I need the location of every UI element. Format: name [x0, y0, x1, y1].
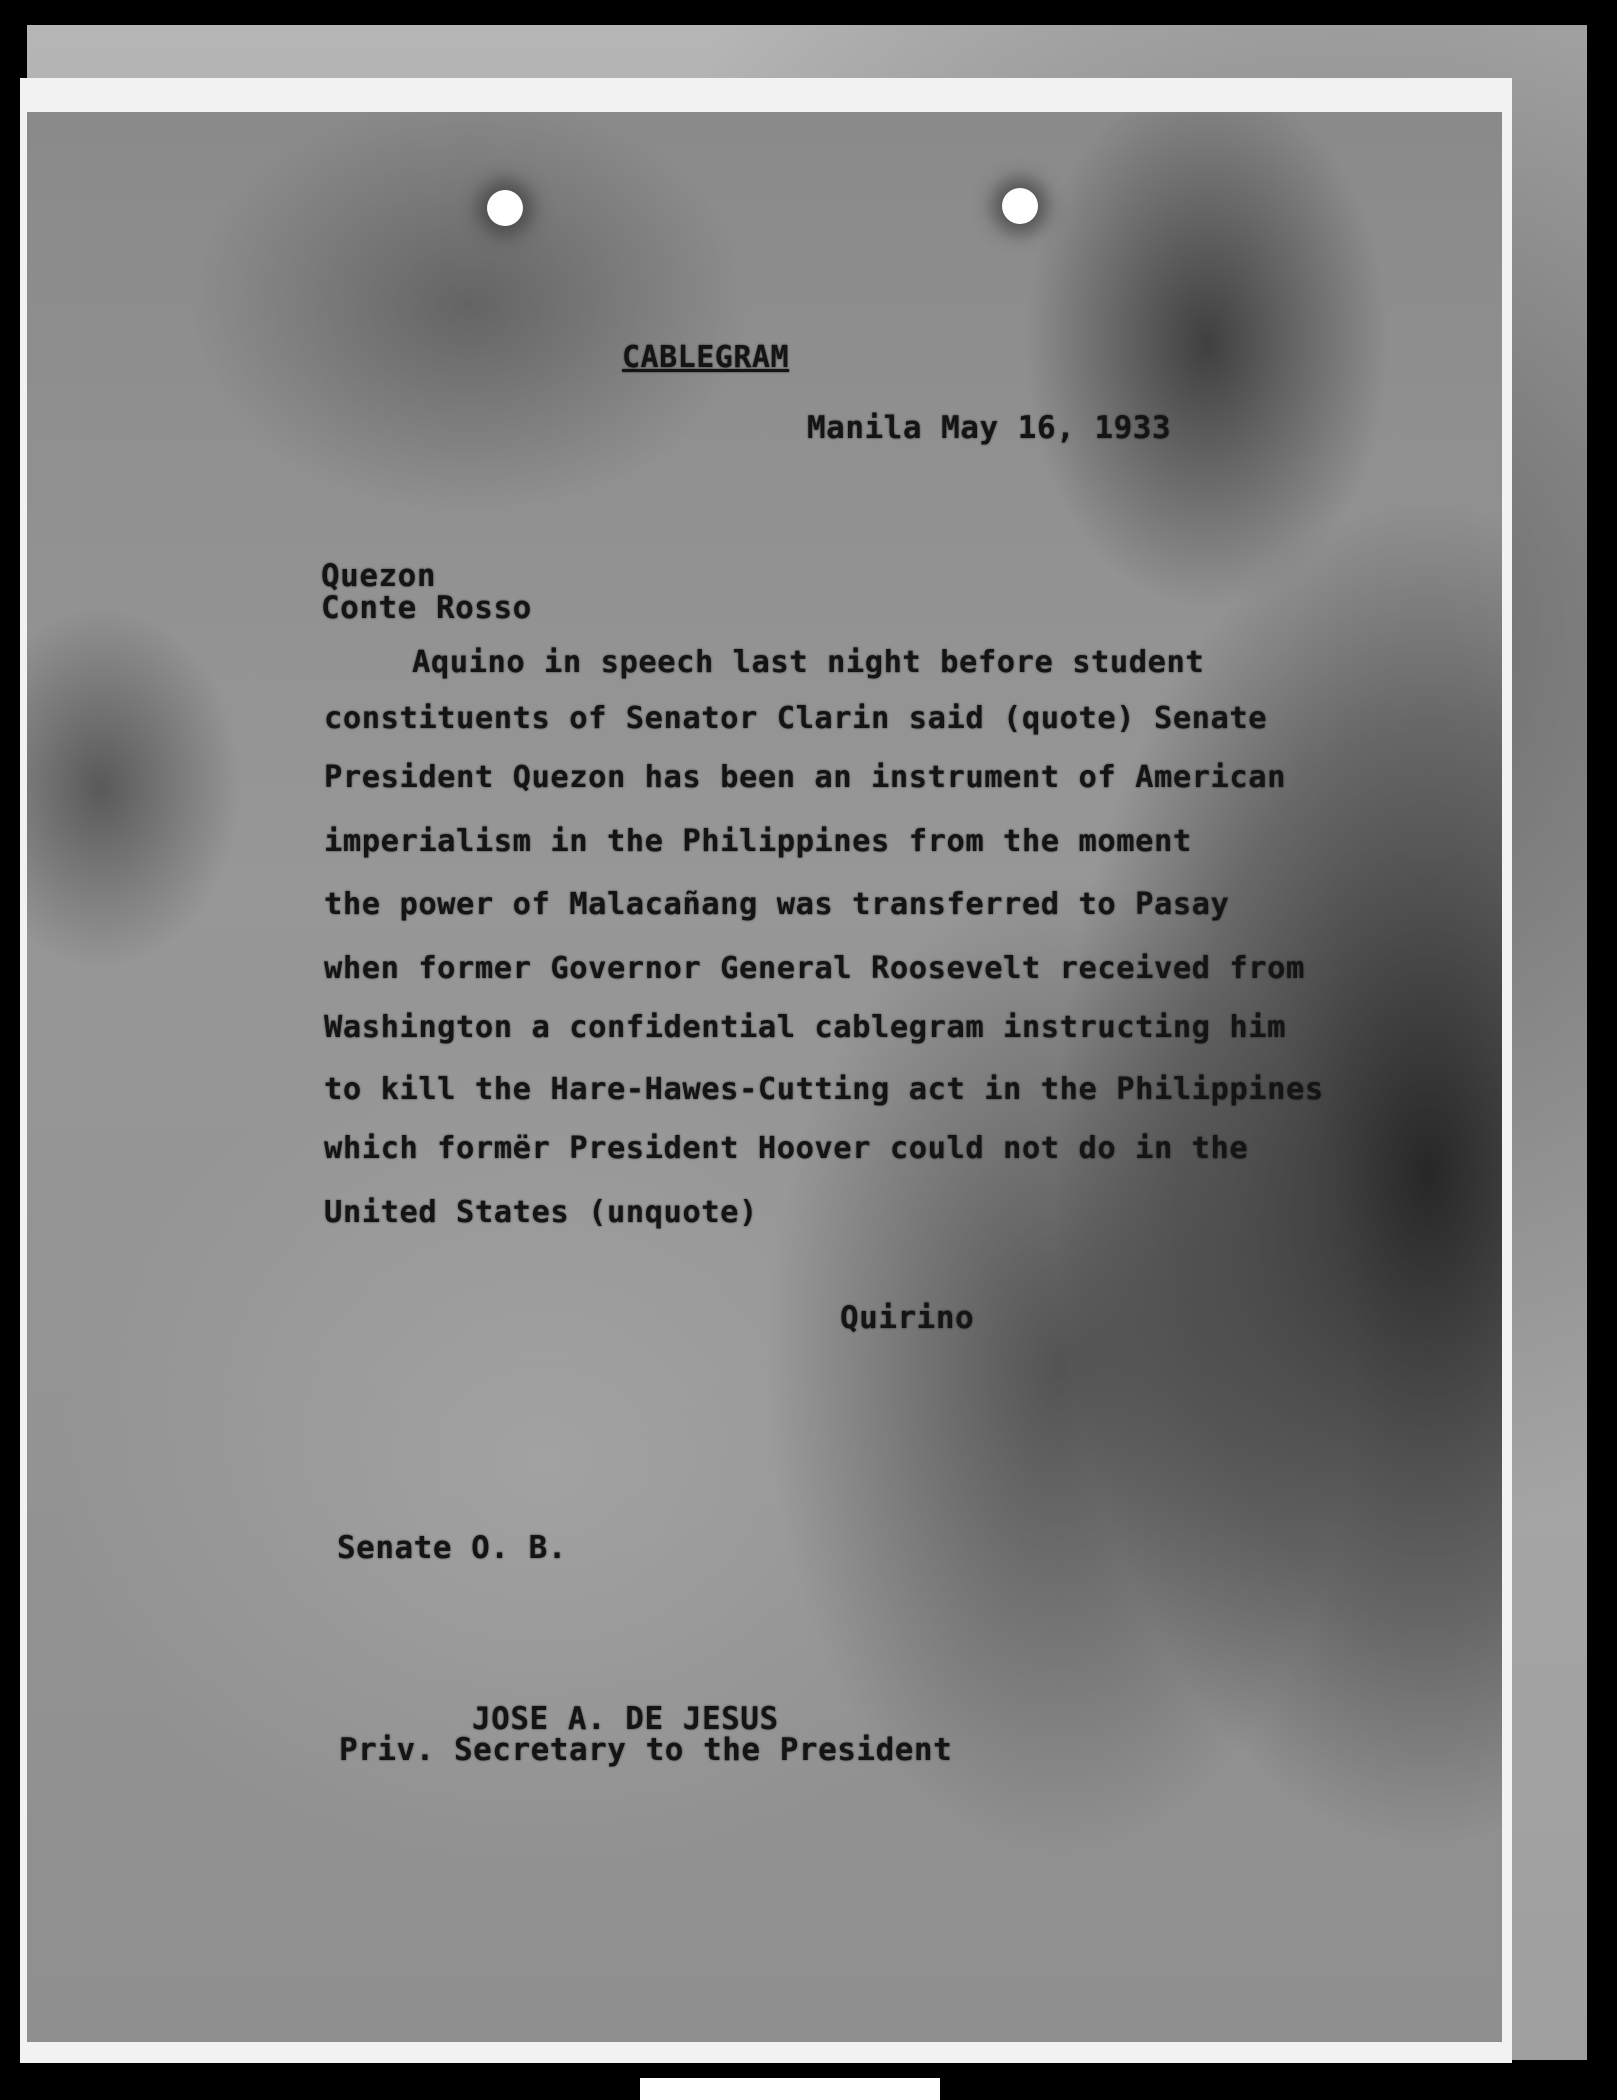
body-line: Washington a confidential cablegram instructing him	[324, 1010, 1286, 1045]
body-line: Aquino in speech last night before student	[412, 645, 1205, 680]
signer: Quirino	[840, 1300, 975, 1336]
archive-label-strip	[640, 2078, 940, 2100]
body-line: United States (unquote)	[324, 1195, 758, 1230]
body-line: President Quezon has been an instrument of American	[324, 760, 1286, 795]
body-line: constituents of Senator Clarin said (quote) Senate	[324, 701, 1268, 736]
body-line: which formër President Hoover could not do in the	[324, 1131, 1249, 1166]
addressee-line: Conte Rosso	[321, 590, 532, 626]
cablegram-document	[27, 112, 1502, 2042]
body-line: imperialism in the Philippines from the moment	[324, 824, 1192, 859]
place-date: Manila May 16, 1933	[807, 410, 1172, 446]
cc-line: Senate O. B.	[337, 1530, 567, 1566]
official-name: JOSE A. DE JESUS	[472, 1701, 779, 1737]
body-line: to kill the Hare-Hawes-Cutting act in the Philippines	[324, 1072, 1324, 1107]
official-title: Priv. Secretary to the President	[339, 1732, 953, 1768]
punch-hole-left	[487, 190, 523, 226]
body-line: when former Governor General Roosevelt received from	[324, 951, 1305, 986]
document-title: CABLEGRAM	[622, 340, 790, 375]
addressee-line: Quezon	[321, 558, 436, 594]
body-line: the power of Malacañang was transferred to Pasay	[324, 887, 1230, 922]
punch-hole-right	[1002, 188, 1038, 224]
